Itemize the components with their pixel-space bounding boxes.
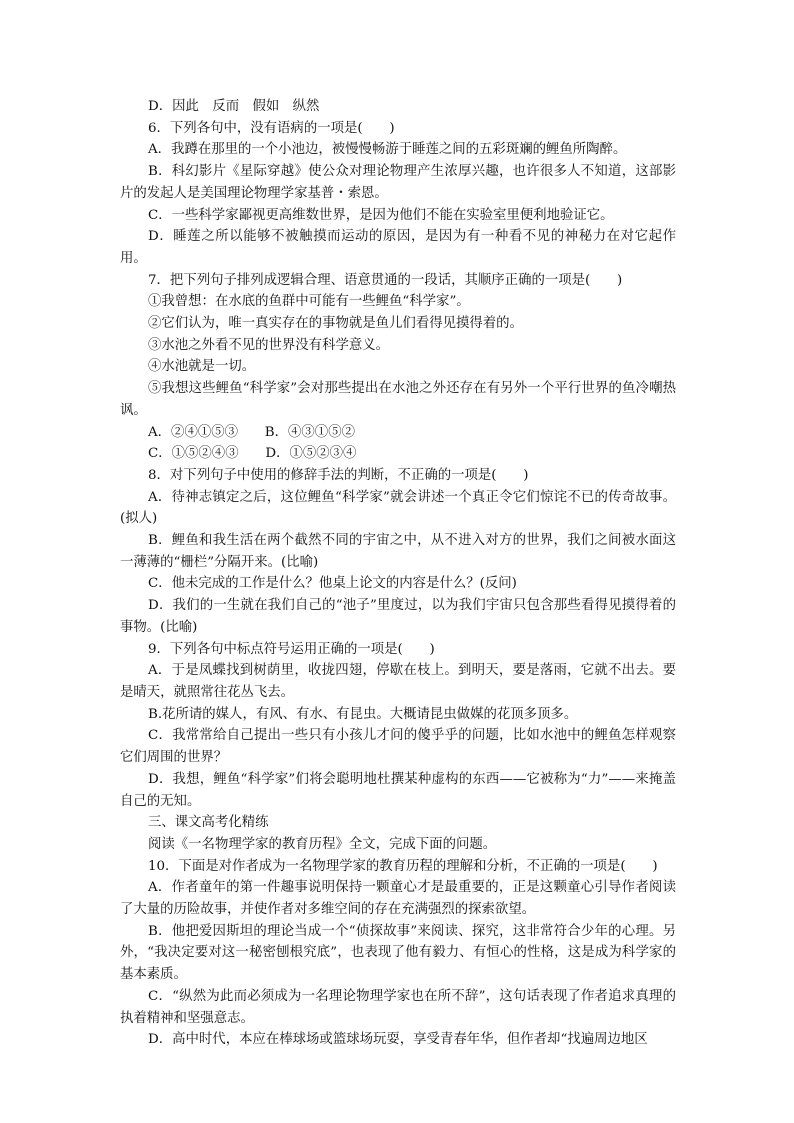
- q7-sentence-5: ⑤我想这些鲤鱼“科学家”会对那些提出在水池之外还存在有另外一个平行世界的鱼冷嘲热讽。: [120, 381, 676, 418]
- q8-option-b: B．鲤鱼和我生活在两个截然不同的宇宙之中，从不进入对方的世界，我们之间被水面这一薄薄的“栅栏”分隔开来。(比喻): [120, 533, 676, 570]
- q7-sentence-2: ②它们认为，唯一真实存在的事物就是鱼儿们看得见摸得着的。: [148, 316, 523, 332]
- question-6: 6．下列各句中，没有语病的一项是( ): [148, 120, 395, 136]
- document-page: [120, 96, 676, 1051]
- q9-option-d: D．我想，鲤鱼“科学家”们将会聪明地杜撰某种虚构的东西——它被称为“力”——来掩盖自己的无知。: [120, 771, 676, 809]
- question-7: 7．把下列句子排列成逻辑合理、语意贯通的一段话，其顺序正确的一项是( ): [148, 272, 623, 288]
- q9-option-c: C．我常常给自己提出一些只有小孩儿才问的傻乎乎的问题，比如水池中的鲤鱼怎样观察它们周围的世界？: [120, 728, 676, 766]
- q10-option-b: B．他把爱因斯坦的理论当成一个“侦探故事”来阅读、探究，这非常符合少年的心理。另外，“我决定要对这一秘密刨根究底”，也表现了他有毅力、有恒心的性格，这是成为科学家的基本素质。: [120, 923, 676, 983]
- q6-option-d: D．睡莲之所以能够不被触摸而运动的原因，是因为有一种看不见的神秘力在对它起作用。: [120, 229, 676, 266]
- q8-option-a: A．待神志镇定之后，这位鲤鱼“科学家”就会讲述一个真正令它们惊诧不已的传奇故事。(拟人): [120, 489, 676, 527]
- q8-option-d: D．我们的一生就在我们自己的“池子”里度过，以为我们宇宙只包含那些看得见摸得着的事物。(比喻): [120, 598, 676, 635]
- q7-options-cd: C．①⑤②④③ D．①⑤②③④: [148, 446, 357, 462]
- q7-sentence-1: ①我曾想：在水底的鱼群中可能有一些鲤鱼“科学家”。: [148, 294, 470, 310]
- q10-option-a: A．作者童年的第一件趣事说明保持一颗童心才是最重要的，正是这颗童心引导作者阅读了大量的历险故事，并使作者对多维空间的存在充满强烈的探索欲望。: [120, 880, 676, 918]
- reading-instruction: 阅读《一名物理学家的教育历程》全文，完成下面的问题。: [148, 836, 497, 852]
- q6-option-a: A．我蹲在那里的一个小池边，被慢慢畅游于睡莲之间的五彩斑斓的鲤鱼所陶醉。: [148, 142, 627, 158]
- q9-option-a: A．于是凤蝶找到树荫里，收拢四翅，停歇在枝上。到明天，要是落雨，它就不出去。要是晴天，就照常往花丛飞去。: [120, 663, 676, 700]
- q7-options-ab: A．②④①⑤③ B．④③①⑤②: [148, 424, 355, 440]
- q7-sentence-4: ④水池就是一切。: [148, 359, 256, 375]
- section-heading: 三、课文高考化精练: [148, 815, 269, 831]
- question-9: 9．下列各句中标点符号运用正确的一项是( ): [148, 641, 435, 657]
- q9-option-b: B.花所请的媒人，有风、有水、有昆虫。大概请昆虫做媒的花顶多顶多。: [148, 706, 578, 722]
- q10-option-c: C．“纵然为此而必须成为一名理论物理学家也在所不辞”，这句话表现了作者追求真理的执着精神和坚强意志。: [120, 988, 676, 1026]
- q7-sentence-3: ③水池之外看不见的世界没有科学意义。: [148, 337, 390, 353]
- option-d-line: D．因此 反而 假如 纵然: [148, 99, 320, 114]
- question-10: 10．下面是对作者成为一名物理学家的教育历程的理解和分析，不正确的一项是( ): [148, 858, 658, 874]
- q10-option-d: D．高中时代，本应在棒球场或篮球场玩耍，享受青春年华，但作者却“找遍周边地区: [148, 1032, 648, 1048]
- q8-option-c: C．他未完成的工作是什么？他桌上论文的内容是什么？(反问): [148, 576, 517, 592]
- question-8: 8．对下列句子中使用的修辞手法的判断，不正确的一项是( ): [148, 467, 529, 483]
- q6-option-c: C．一些科学家鄙视更高维数世界，是因为他们不能在实验室里便利地验证它。: [148, 207, 614, 223]
- q6-option-b: B．科幻影片《星际穿越》使公众对理论物理产生浓厚兴趣，也许很多人不知道，这部影片的发起人是美国理论物理学家基普・索恩。: [120, 164, 676, 201]
